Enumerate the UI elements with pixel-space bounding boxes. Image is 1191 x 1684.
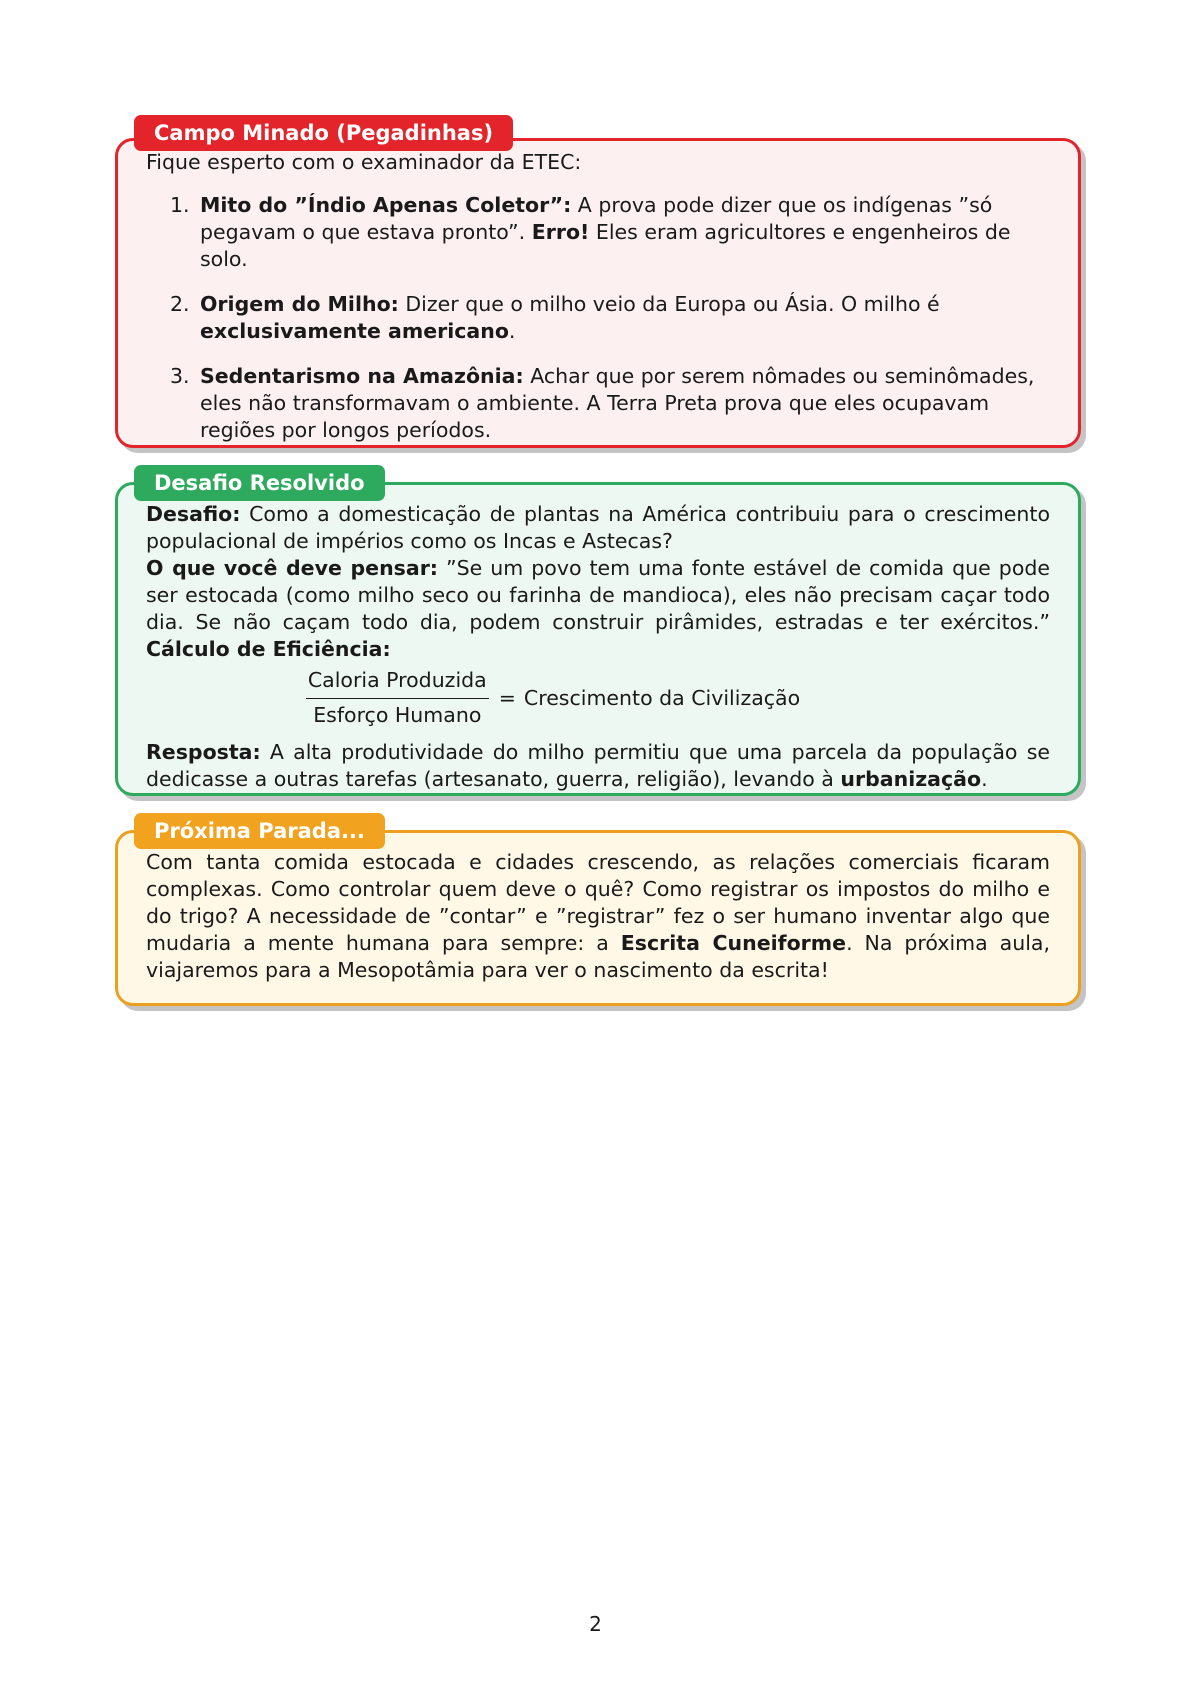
list-item (170, 363, 1050, 444)
page-number: 2 (589, 1612, 602, 1636)
pitfalls-box (115, 121, 1081, 448)
formula-result: Crescimento da Civilização (523, 685, 801, 710)
item-text-end: Eles eram agricultores e engenheiros de solo. (200, 220, 1011, 271)
answer-label: Resposta: (146, 740, 261, 764)
list-item (170, 291, 1050, 345)
challenge-text: Como a domesticação de plantas na América contribuiu para o crescimento populacional de impérios como os Incas e Astecas? (146, 502, 1050, 553)
think-label: O que você deve pensar: (146, 556, 439, 580)
item-bold: exclusivamente americano (200, 319, 509, 343)
challenge-label: Desafio: (146, 502, 241, 526)
list-number: 1. (170, 193, 190, 217)
next-stop-box (115, 819, 1081, 1006)
next-stop-bold: Escrita Cuneiforme (620, 931, 847, 955)
item-lead: Mito do ”Índio Apenas Coletor”: (200, 193, 572, 217)
next-stop-text-end: . Na próxima aula, viajaremos para a Mesopotâmia para ver o nascimento da escrita! (146, 931, 1050, 982)
item-text: Dizer que o milho veio da Europa ou Ásia. O milho é (398, 292, 940, 316)
item-lead: Origem do Milho: (200, 292, 399, 316)
pitfalls-tag: Campo Minado (Pegadinhas) (134, 115, 513, 151)
answer-bold: urbanização (840, 767, 982, 791)
answer-text: A alta produtividade do milho permitiu que uma parcela da população se dedicasse a outras tarefas (artesanato, guerra, religião), levando à (146, 740, 1050, 791)
item-bold: Erro! (531, 220, 590, 244)
pitfalls-intro: Fique esperto com o examinador da ETEC: (146, 150, 582, 174)
item-lead: Sedentarismo na Amazônia: (200, 364, 524, 388)
solved-challenge-content (146, 501, 1050, 793)
next-stop-tag: Próxima Parada... (134, 813, 385, 849)
next-stop-text: Com tanta comida estocada e cidades crescendo, as relações comerciais ficaram complexas. Como controlar quem deve o quê? Como registrar os impostos do milho e do trigo? A necessidade de ”contar” e ”registrar” fez o ser humano inventar algo que mudaria a mente humana para sempre: a (146, 850, 1050, 955)
formula-equals: = (498, 685, 516, 710)
think-paragraph (146, 555, 1050, 663)
answer-end: . (981, 767, 988, 791)
formula-numerator: Caloria Produzida (306, 667, 489, 699)
think-text: ”Se um povo tem uma fonte estável de comida que pode ser estocada (como milho seco ou farinha de mandioca), eles não precisam caçar todo dia. Se não caçam todo dia, podem construir pirâmides, estradas e ter exércitos.” (146, 556, 1050, 634)
calc-label: Cálculo de Eficiência: (146, 637, 391, 661)
formula-denominator: Esforço Humano (313, 703, 482, 727)
pitfalls-content (146, 149, 1050, 444)
item-text-end: . (508, 319, 516, 343)
solved-challenge-tag: Desafio Resolvido (134, 465, 385, 501)
answer-paragraph (146, 739, 1050, 793)
challenge-paragraph (146, 501, 1050, 555)
list-number: 2. (170, 292, 190, 316)
pitfalls-list (146, 192, 1050, 444)
next-stop-content (146, 849, 1050, 984)
item-text: A prova pode dizer que os indígenas ”só pegavam o que estava pronto”. (200, 193, 993, 244)
list-item (170, 192, 1050, 273)
list-number: 3. (170, 364, 190, 388)
item-text: Achar que por serem nômades ou seminômades, eles não transformavam o ambiente. A Terra Preta prova que eles ocupavam regiões por longos períodos. (200, 364, 1035, 442)
formula-fraction (306, 667, 489, 729)
efficiency-formula (146, 667, 1050, 729)
solved-challenge-box (115, 471, 1081, 796)
